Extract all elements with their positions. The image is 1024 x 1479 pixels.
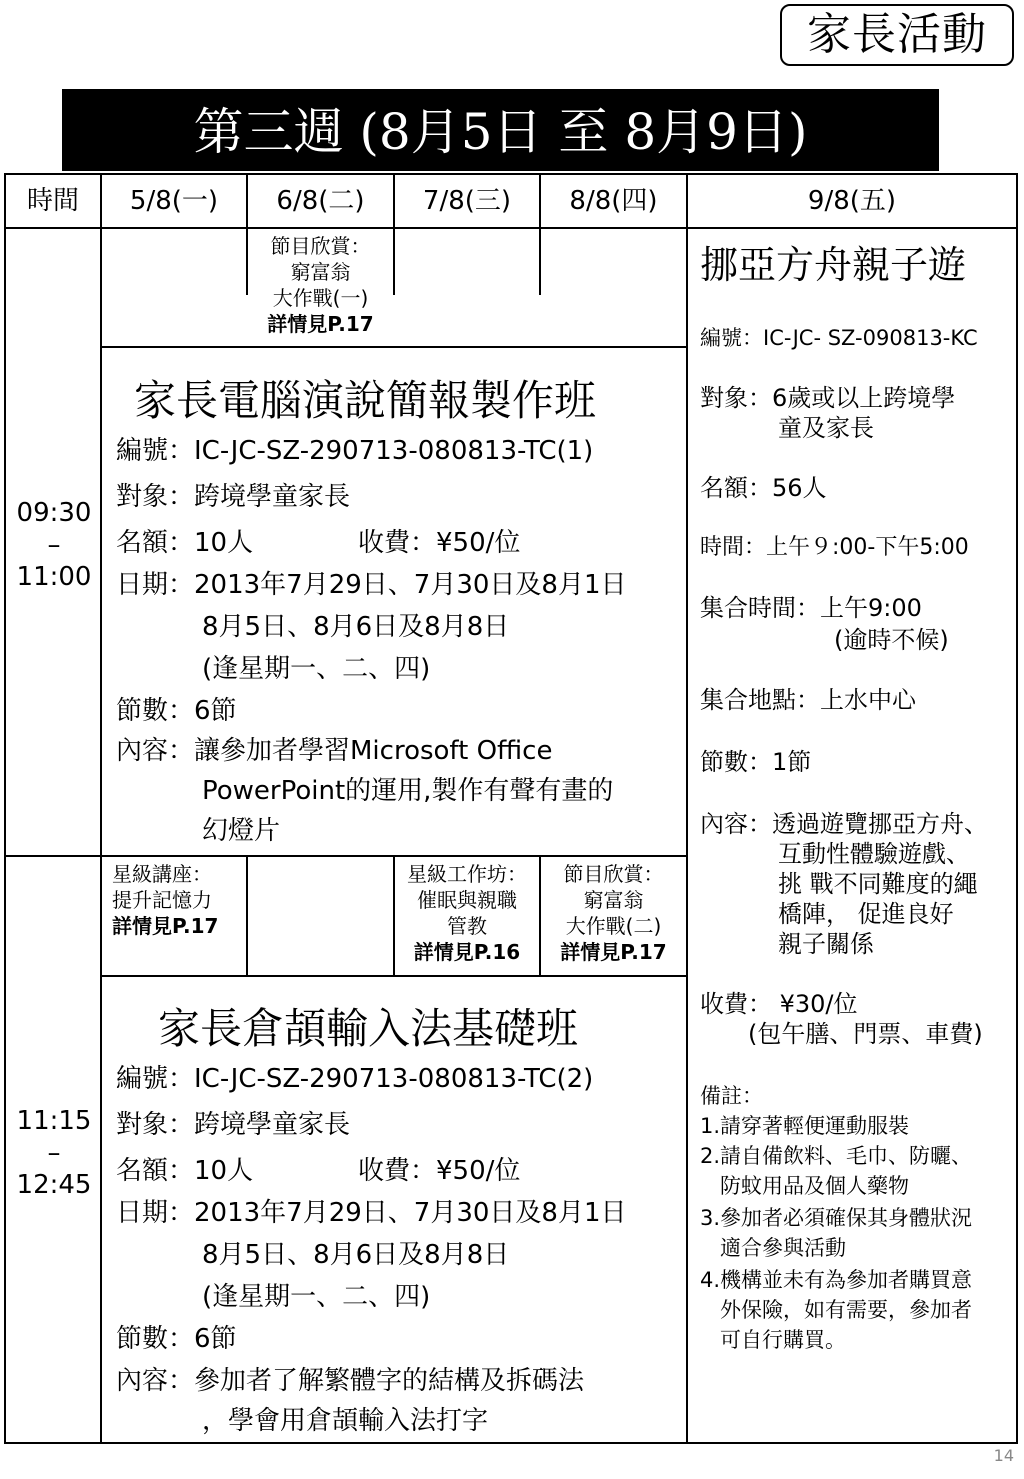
friday-title: 挪亞方舟親子遊 bbox=[700, 243, 967, 287]
course-2-content: 內容：參加者了解繁體字的結構及拆碼法 bbox=[116, 1366, 585, 1396]
week-banner: 第三週 (8月5日 至 8月9日) bbox=[62, 89, 939, 171]
section-badge: 家長活動 bbox=[780, 4, 1014, 66]
friday-note: 2.請自備飲料、毛巾、防曬、 bbox=[700, 1144, 973, 1168]
event-name: 管教 bbox=[447, 914, 487, 938]
course-2-code: 編號：IC-JC-SZ-290713-080813-TC(2) bbox=[116, 1064, 594, 1094]
event-cell-thu-pm bbox=[541, 861, 686, 965]
friday-content-cont: 橋陣， 促進良好 bbox=[778, 900, 954, 928]
friday-note: 1.請穿著輕便運動服裝 bbox=[700, 1114, 910, 1138]
event-name: 提升記憶力 bbox=[112, 888, 212, 912]
course-2-quota: 名額：10人 bbox=[116, 1156, 254, 1186]
col-divider bbox=[686, 175, 688, 1442]
course-2-fee: 收費：¥50/位 bbox=[358, 1156, 521, 1186]
course-1-date-note: (逢星期一、二、四) bbox=[202, 654, 431, 684]
friday-target: 對象：6歲或以上跨境學 bbox=[700, 384, 956, 412]
course-1-target: 對象：跨境學童家長 bbox=[116, 482, 351, 512]
course-1-sessions: 節數：6節 bbox=[116, 696, 237, 726]
friday-note-cont: 可自行購買。 bbox=[720, 1328, 846, 1352]
event-name: 大作戰(二) bbox=[565, 914, 662, 938]
event-type: 星級工作坊： bbox=[407, 862, 527, 886]
header-thu: 8/8(四) bbox=[569, 186, 658, 216]
friday-note-cont: 外保險，如有需要，參加者 bbox=[720, 1298, 972, 1322]
course-2-target: 對象：跨境學童家長 bbox=[116, 1110, 351, 1140]
friday-content: 內容：透過遊覽挪亞方舟、 bbox=[700, 810, 988, 838]
time-end: 12:45 bbox=[16, 1170, 92, 1200]
page-number: 14 bbox=[993, 1446, 1014, 1465]
course-1-code: 編號：IC-JC-SZ-290713-080813-TC(1) bbox=[116, 436, 594, 466]
time-dash: – bbox=[47, 530, 61, 560]
col-divider bbox=[100, 175, 102, 1442]
friday-content-cont: 親子關係 bbox=[778, 930, 874, 958]
event-cell-tue-am bbox=[248, 233, 393, 337]
header-fri: 9/8(五) bbox=[807, 186, 897, 216]
course-1-content: 內容：讓參加者學習Microsoft Office bbox=[116, 736, 553, 766]
row-divider bbox=[6, 855, 686, 857]
friday-note-cont: 防蚊用品及個人藥物 bbox=[720, 1174, 909, 1198]
friday-note: 4.機構並未有為參加者購買意 bbox=[700, 1268, 973, 1292]
friday-meet-time: 集合時間：上午9:00 bbox=[700, 594, 922, 622]
event-name: 窮富翁 bbox=[290, 260, 351, 284]
course-1-date: 日期：2013年7月29日、7月30日及8月1日 bbox=[116, 570, 627, 600]
friday-meet-note: (逾時不候) bbox=[834, 626, 949, 654]
course-1-quota: 名額：10人 bbox=[116, 528, 254, 558]
friday-content-cont: 互動性體驗遊戲、 bbox=[778, 840, 970, 868]
friday-notes-heading: 備註： bbox=[700, 1084, 763, 1108]
row-divider bbox=[100, 975, 686, 977]
time-dash: – bbox=[47, 1138, 61, 1168]
friday-quota: 名額：56人 bbox=[700, 474, 827, 502]
course-2-date: 日期：2013年7月29日、7月30日及8月1日 bbox=[116, 1198, 627, 1228]
event-cell-wed-pm bbox=[395, 861, 539, 965]
event-page-ref: 詳情見P.17 bbox=[560, 940, 667, 964]
friday-meet-place: 集合地點：上水中心 bbox=[700, 686, 916, 714]
event-page-ref: 詳情見P.17 bbox=[112, 914, 219, 938]
course-1-title: 家長電腦演說簡報製作班 bbox=[134, 376, 597, 425]
friday-content-cont: 挑 戰不同難度的繩 bbox=[778, 870, 978, 898]
friday-note-cont: 適合參與活動 bbox=[720, 1236, 846, 1260]
friday-code: 編號：IC-JC- SZ-090813-KC bbox=[700, 326, 978, 350]
time-end: 11:00 bbox=[16, 562, 92, 592]
friday-note: 3.參加者必須確保其身體狀況 bbox=[700, 1206, 973, 1230]
course-1-fee: 收費：¥50/位 bbox=[358, 528, 521, 558]
friday-fee: 收費： ¥30/位 bbox=[700, 990, 858, 1018]
time-slot-1 bbox=[6, 497, 102, 593]
header-mon: 5/8(一) bbox=[129, 186, 219, 216]
event-name: 窮富翁 bbox=[583, 888, 644, 912]
event-page-ref: 詳情見P.17 bbox=[267, 312, 374, 336]
friday-target-cont: 童及家長 bbox=[778, 414, 874, 442]
friday-sessions: 節數：1節 bbox=[700, 748, 812, 776]
course-2-content-cont: ，學會用倉頡輸入法打字 bbox=[202, 1406, 489, 1436]
friday-fee-note: (包午膳、門票、車費) bbox=[748, 1020, 983, 1048]
col-divider bbox=[246, 855, 248, 975]
course-2-date-note: (逢星期一、二、四) bbox=[202, 1282, 431, 1312]
time-slot-2 bbox=[6, 1105, 102, 1201]
event-name: 催眠與親職 bbox=[417, 888, 517, 912]
course-1-content-cont: PowerPoint的運用,製作有聲有畫的 bbox=[202, 776, 614, 806]
course-2-title: 家長倉頡輸入法基礎班 bbox=[158, 1004, 579, 1053]
schedule-table bbox=[4, 173, 1018, 1444]
friday-time: 時間：上午９:00-下午5:00 bbox=[700, 535, 969, 560]
course-1-content-cont: 幻燈片 bbox=[202, 816, 281, 846]
row-divider bbox=[100, 346, 686, 348]
event-page-ref: 詳情見P.16 bbox=[413, 940, 521, 964]
course-2-date-cont: 8月5日、8月6日及8月8日 bbox=[202, 1240, 510, 1270]
event-cell-mon-pm bbox=[112, 861, 246, 939]
event-type: 節目欣賞： bbox=[563, 862, 664, 886]
header-tue: 6/8(二) bbox=[276, 186, 365, 216]
time-start: 09:30 bbox=[16, 498, 92, 528]
event-name: 大作戰(一) bbox=[272, 286, 369, 310]
time-start: 11:15 bbox=[16, 1106, 92, 1136]
event-type: 節目欣賞： bbox=[270, 234, 371, 258]
header-divider bbox=[6, 227, 1016, 229]
event-type: 星級講座： bbox=[112, 862, 212, 886]
course-2-sessions: 節數：6節 bbox=[116, 1324, 237, 1354]
course-1-date-cont: 8月5日、8月6日及8月8日 bbox=[202, 612, 510, 642]
header-time: 時間 bbox=[26, 186, 79, 216]
header-wed: 7/8(三) bbox=[422, 186, 512, 216]
